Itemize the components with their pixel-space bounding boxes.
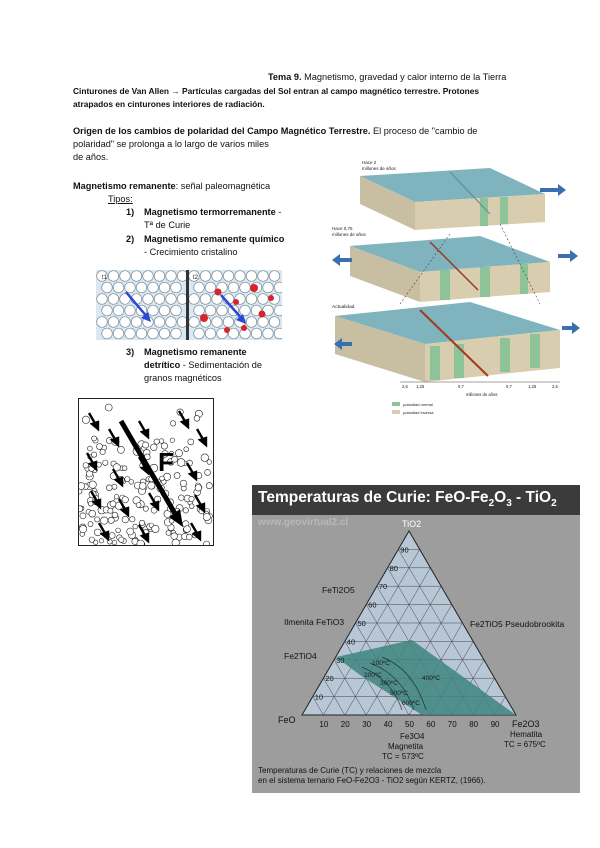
- detrital-grain: [137, 540, 144, 545]
- grain: [148, 282, 159, 293]
- svg-text:t1: t1: [102, 275, 108, 281]
- grain: [154, 317, 165, 328]
- left-tick: 50: [357, 619, 366, 628]
- detrital-grain: [206, 483, 212, 489]
- tipos-label: Tipos:: [108, 194, 133, 204]
- van-allen-line: [73, 85, 479, 97]
- item1-rest: -: [275, 207, 282, 217]
- detrital-grain: [117, 446, 124, 453]
- actualidad-label: Actualidad: [332, 305, 355, 310]
- grain: [194, 328, 205, 339]
- origin-line3: de años.: [73, 152, 109, 162]
- grain: [125, 282, 136, 293]
- detrital-grain: [148, 482, 155, 489]
- apex-tio2: TiO2: [402, 519, 422, 529]
- bottom-tick: 20: [340, 720, 350, 729]
- grain: [159, 305, 170, 316]
- grain: [136, 328, 147, 339]
- grain: [171, 282, 182, 293]
- iso-label: 600ºC: [402, 700, 420, 707]
- detrital-grain: [88, 522, 93, 527]
- grain: [113, 282, 124, 293]
- grain: [97, 294, 108, 305]
- detrital-grain: [175, 450, 182, 457]
- axis-tick: 1,25: [416, 384, 425, 389]
- detrital-grain: [139, 483, 146, 490]
- item3-rest2: - Sedimentación de: [180, 360, 262, 370]
- grain: [205, 282, 216, 293]
- grain: [194, 305, 205, 316]
- detrital-grain: [79, 525, 86, 532]
- hematita-tc: TC = 675ºC: [504, 740, 546, 749]
- detrital-grain: [110, 501, 116, 507]
- left-tick: 20: [325, 674, 334, 684]
- van-allen-line2: atrapados en cinturones interiores de radiación.: [73, 99, 265, 109]
- grain: [166, 317, 177, 328]
- detrital-grain: [94, 529, 101, 536]
- detrital-grain: [122, 466, 127, 471]
- detrital-grain: [184, 526, 191, 533]
- grain: [212, 271, 223, 282]
- left-tick: 40: [346, 637, 356, 647]
- grain: [159, 328, 170, 339]
- left-tick: 10: [314, 692, 324, 702]
- grain: [120, 317, 131, 328]
- detrital-grain: [80, 513, 86, 519]
- grain: [136, 282, 147, 293]
- grain: [131, 271, 142, 282]
- label-feti2o5: FeTi2O5: [322, 585, 355, 595]
- grain: [274, 305, 282, 316]
- grain: [258, 317, 269, 328]
- detrital-grain: [122, 516, 129, 523]
- item3-bold2: detrítico: [144, 360, 181, 370]
- detrital-grain: [91, 452, 96, 457]
- left-tick: 80: [389, 563, 398, 573]
- detrital-remanence-figure: [78, 398, 214, 546]
- detrital-grain: [207, 460, 212, 465]
- detrital-grain: [189, 504, 194, 509]
- grain: [200, 271, 211, 282]
- detrital-grain: [177, 459, 185, 467]
- detrital-grain: [189, 496, 194, 501]
- grain: [189, 317, 200, 328]
- grain: [246, 317, 257, 328]
- grain: [251, 328, 262, 339]
- grain: [263, 328, 274, 339]
- curie-title-sub: 3: [506, 498, 512, 510]
- curie-title-sub: 2: [551, 498, 557, 510]
- hace2-label-b: millones de años: [362, 166, 396, 171]
- axis-tick: 0,7: [506, 384, 512, 389]
- origin-heading: Origen de los cambios de polaridad del Campo Magnético Terrestre.: [73, 126, 371, 136]
- grain: [102, 282, 113, 293]
- grain: [143, 294, 154, 305]
- bottom-tick: 50: [405, 720, 414, 729]
- detrital-grain: [97, 444, 103, 450]
- detrital-grain: [194, 415, 200, 421]
- apex-feo: FeO: [278, 715, 296, 725]
- grain: [154, 271, 165, 282]
- axis-tick: 1,25: [528, 384, 537, 389]
- iso-label: 100ºC: [372, 660, 390, 667]
- detrital-grain: [125, 477, 130, 482]
- iso-label: 400ºC: [422, 675, 440, 682]
- origin-text: El proceso de "cambio de: [370, 126, 478, 136]
- detrital-grain: [112, 512, 118, 518]
- detrital-grain: [151, 444, 158, 451]
- grain: [143, 271, 154, 282]
- detrital-grain: [183, 508, 188, 513]
- detrital-grain: [136, 503, 141, 508]
- grain: [148, 328, 159, 339]
- curie-title-post: - TiO: [511, 489, 552, 506]
- grain: [223, 317, 234, 328]
- detrital-grain: [89, 537, 94, 542]
- bottom-tick: 80: [469, 720, 479, 729]
- grain: [269, 271, 280, 282]
- detrital-grain: [89, 481, 96, 488]
- origin-line2: polaridad" se prolonga a lo largo de varios miles: [73, 139, 269, 149]
- curie-title-mid: O: [494, 489, 507, 506]
- left-tick: 30: [336, 655, 345, 665]
- watermark: www.geovirtual2.cl: [258, 517, 349, 528]
- grain: [274, 328, 282, 339]
- detrital-grain: [205, 469, 211, 475]
- magnetita-tc: TC = 573ºC: [382, 752, 424, 761]
- detrital-grain: [143, 506, 148, 511]
- remanent-desc: : señal paleomagnética: [175, 181, 271, 191]
- axis-tick: 2,5: [552, 384, 558, 389]
- curie-caption-1: Temperaturas de Curie (TC) y relaciones de mezcla: [258, 766, 442, 775]
- grain: [131, 317, 142, 328]
- detrital-grain: [100, 449, 105, 454]
- detrital-grain: [186, 534, 192, 540]
- grain: [159, 282, 170, 293]
- grain: [263, 282, 274, 293]
- detrital-grain: [92, 436, 97, 441]
- detrital-grain: [108, 508, 113, 513]
- grain: [108, 317, 119, 328]
- detrital-grain: [105, 404, 112, 411]
- grain: [258, 294, 269, 305]
- item3-sub: granos magnéticos: [144, 373, 222, 383]
- block-actualidad: [334, 302, 580, 382]
- detrital-grain: [174, 473, 180, 479]
- grain: [200, 294, 211, 305]
- tema-label: Tema 9.: [268, 72, 302, 82]
- legend-normal: polaridad normal: [403, 402, 433, 407]
- item1-num: 1): [126, 207, 135, 217]
- detrital-grain: [159, 439, 164, 444]
- item2-title: Magnetismo remanente químico: [144, 234, 285, 244]
- bottom-tick: 10: [319, 720, 329, 729]
- detrital-grain: [179, 495, 185, 501]
- detrital-grain: [171, 533, 178, 540]
- hematita-name: Hematita: [510, 730, 543, 739]
- apex-fe2o3: Fe2O3: [512, 719, 540, 729]
- label-fe2tio4: Fe2TiO4: [284, 651, 317, 661]
- hace0-label: Hace 0,75: [332, 226, 353, 231]
- grain: [205, 328, 216, 339]
- grain: [228, 282, 239, 293]
- grain: [166, 294, 177, 305]
- grain: [102, 328, 113, 339]
- bottom-tick: 90: [490, 720, 500, 729]
- detrital-grain: [119, 537, 124, 542]
- detrital-grain: [103, 460, 108, 465]
- grain: [171, 305, 182, 316]
- grain: [148, 305, 159, 316]
- detrital-grain: [108, 517, 114, 523]
- grain: [246, 294, 257, 305]
- detrital-grain: [166, 530, 171, 535]
- grain: [113, 305, 124, 316]
- detrital-grain: [184, 447, 189, 452]
- curie-ternary-figure: [252, 485, 580, 793]
- item3-num: 3): [126, 347, 135, 357]
- grain: [258, 271, 269, 282]
- detrital-grain: [122, 497, 128, 503]
- grain: [212, 317, 223, 328]
- grain: [102, 305, 113, 316]
- item2-sub: - Crecimiento cristalino: [144, 247, 238, 257]
- detrital-grain: [79, 506, 83, 512]
- detrital-grain: [114, 494, 119, 499]
- detrital-grain: [195, 485, 202, 492]
- iso-label: 200ºC: [364, 672, 382, 679]
- detrital-grain: [188, 439, 194, 445]
- label-ilmenita: Ilmenita FeTiO3: [284, 617, 345, 627]
- grain: [120, 271, 131, 282]
- block-hace-2: [360, 168, 566, 230]
- curie-title: [258, 489, 557, 509]
- remanent-heading: [73, 180, 270, 192]
- bottom-tick: 70: [447, 720, 457, 729]
- axis-tick: 2,5: [402, 384, 408, 389]
- magnetita-formula: Fe3O4: [400, 732, 425, 741]
- left-tick: 70: [378, 582, 388, 592]
- detrital-grain: [83, 463, 89, 469]
- grain: [223, 271, 234, 282]
- page-heading: [268, 71, 506, 83]
- detrital-grain: [172, 539, 179, 545]
- detrital-grain: [170, 438, 174, 442]
- grain: [108, 294, 119, 305]
- f-label: F: [158, 447, 174, 477]
- grain: [97, 317, 108, 328]
- detrital-grain: [101, 517, 108, 524]
- block-hace-075: [332, 236, 578, 302]
- origin-line1: [73, 125, 477, 137]
- item3-line2: [144, 359, 262, 371]
- svg-text:t2: t2: [193, 275, 199, 281]
- item3-title: Magnetismo remanente: [144, 347, 247, 357]
- grain: [125, 328, 136, 339]
- curie-title-pre: Temperaturas de Curie: FeO-Fe: [258, 489, 489, 506]
- grain: [113, 328, 124, 339]
- iso-label: 500ºC: [390, 690, 408, 697]
- detrital-grain: [154, 439, 159, 444]
- item2-num: 2): [126, 234, 135, 244]
- hace0-label-b: millones de años: [332, 232, 366, 237]
- left-tick: 60: [368, 600, 377, 610]
- detrital-grain: [170, 421, 175, 426]
- bottom-tick: 40: [383, 720, 393, 729]
- grain: [205, 305, 216, 316]
- detrital-grain: [127, 528, 134, 535]
- legend-normal-swatch: [392, 402, 400, 406]
- grain: [166, 271, 177, 282]
- detrital-grain: [204, 541, 210, 545]
- detrital-grain: [143, 442, 149, 448]
- curie-title-sub: 2: [488, 498, 495, 510]
- detrital-grain: [82, 416, 89, 423]
- legend-inversa: polaridad inversa: [403, 410, 434, 415]
- detrital-grain: [180, 480, 187, 487]
- detrital-grain: [152, 525, 159, 532]
- seafloor-spreading-diagram: [330, 154, 580, 420]
- tema-title: Magnetismo, gravedad y calor interno de la Tierra: [301, 72, 507, 82]
- grain: [171, 328, 182, 339]
- chemical-remanence-figure: [96, 270, 282, 340]
- axis-tick: 0,7: [458, 384, 464, 389]
- detrital-grain: [109, 533, 115, 539]
- grain: [235, 271, 246, 282]
- detrital-grain: [112, 540, 117, 545]
- magnetita-name: Magnetita: [388, 742, 424, 751]
- grain: [108, 271, 119, 282]
- grain: [274, 282, 282, 293]
- grain: [217, 305, 228, 316]
- item1-sub: Tª de Curie: [144, 220, 191, 230]
- iso-label: 300ºC: [380, 680, 398, 687]
- curie-caption-2: en el sistema ternario FeO-Fe2O3 - TiO2 según KERTZ, (1966).: [258, 776, 486, 785]
- detrital-grain: [79, 483, 85, 490]
- label-pseudobrookita: Fe2TiO5 Pseudobrookita: [470, 619, 565, 629]
- hace2-label: Hace 2: [362, 160, 377, 165]
- detrital-grain: [130, 517, 135, 522]
- axis-unit: millones de años: [466, 392, 498, 397]
- grain: [125, 305, 136, 316]
- van-allen-desc: → Partículas cargadas del Sol entran al campo magnético terrestre. Protones: [169, 86, 480, 96]
- detrital-grain: [112, 484, 117, 489]
- grain: [240, 305, 251, 316]
- grain: [154, 294, 165, 305]
- grain: [194, 282, 205, 293]
- detrital-grain: [88, 446, 93, 451]
- detrital-grain: [116, 528, 121, 533]
- left-tick: 90: [400, 545, 409, 555]
- detrital-grain: [133, 524, 138, 529]
- detrital-grain: [203, 514, 210, 521]
- grain: [189, 294, 200, 305]
- bottom-tick: 60: [426, 720, 436, 729]
- grain: [240, 282, 251, 293]
- detrital-grain: [106, 485, 112, 491]
- detrital-grain: [99, 539, 103, 543]
- van-allen-term: Cinturones de Van Allen: [73, 86, 170, 96]
- grain: [246, 271, 257, 282]
- item1-title: [144, 206, 281, 218]
- remanent-term: Magnetismo remanente: [73, 181, 176, 191]
- detrital-grain: [89, 510, 96, 517]
- item1-bold: Magnetismo termorremanente: [144, 207, 276, 217]
- legend-inversa-swatch: [392, 410, 400, 414]
- bottom-tick: 30: [362, 720, 372, 729]
- grain: [269, 317, 280, 328]
- detrital-grain: [95, 517, 100, 522]
